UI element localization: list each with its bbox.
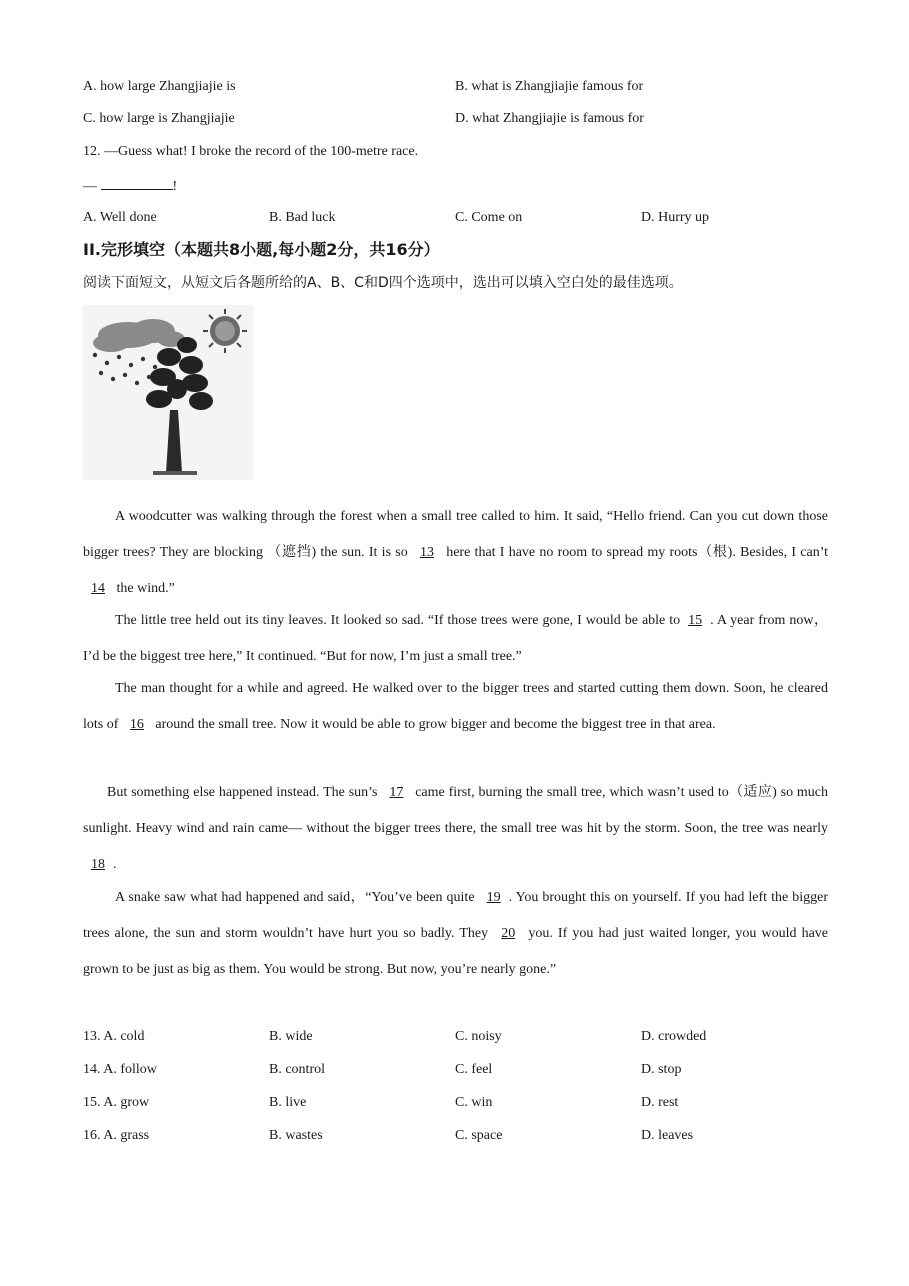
q14-option-c: C. feel — [455, 1062, 493, 1077]
passage-text: the wind.” — [116, 581, 175, 596]
passage-paragraph-4 — [83, 775, 828, 883]
section-instruction: 阅读下面短文，从短文后各题所给的A、B、C和D四个选项中，选出可以填入空白处的最佳选项。 — [83, 275, 683, 291]
q16-option-d: D. leaves — [641, 1128, 694, 1143]
passage-text: . You brought this on yourself. If you had left the bigger trees alone, the sun and storm wouldn’t have hurt you so badly. They — [83, 890, 828, 941]
q14-option-a: 14. A. follow — [83, 1062, 157, 1077]
passage-paragraph-5 — [83, 880, 828, 988]
q13-option-d: D. crowded — [641, 1029, 707, 1044]
q13-option-a: 13. A. cold — [83, 1029, 145, 1044]
blank-18: 18 — [91, 857, 105, 872]
blank-19: 19 — [486, 890, 501, 905]
q11-option-c: C. how large is Zhangjiajie — [83, 111, 235, 126]
q11-option-a: A. how large Zhangjiajie is — [83, 79, 236, 94]
passage-text: The little tree held out its tiny leaves. It looked so sad. “If those trees were gone, I would be able to — [115, 613, 681, 628]
passage-text: here that I have no room to spread my roots（根). Besides, I can’t — [446, 545, 829, 560]
q11-option-d: D. what Zhangjiajie is famous for — [455, 111, 644, 126]
q12-answer-blank — [101, 175, 173, 190]
blank-17: 17 — [389, 785, 404, 800]
q13-option-c: C. noisy — [455, 1029, 502, 1044]
passage-text: But something else happened instead. The sun’s — [107, 785, 378, 800]
q11-option-b: B. what is Zhangjiajie famous for — [455, 79, 644, 94]
q14-option-b: B. control — [269, 1062, 325, 1077]
passage-text: you. If you had just waited longer, you would have grown to be just as big as them. You would be strong. But now, you’re nearly gone.” — [83, 926, 828, 977]
blank-15: 15 — [688, 613, 703, 628]
passage-paragraph-2 — [83, 603, 828, 675]
passage-text: . — [113, 857, 117, 872]
passage-paragraph-3 — [83, 671, 828, 743]
q16-option-a: 16. A. grass — [83, 1128, 150, 1143]
blank-20: 20 — [501, 926, 516, 941]
q14-option-d: D. stop — [641, 1062, 682, 1077]
q15-option-b: B. live — [269, 1095, 307, 1110]
q13-option-b: B. wide — [269, 1029, 313, 1044]
passage-text: . A year from now，I’d be the biggest tree here,” It continued. “But for now, I’m just a small tree.” — [83, 613, 828, 664]
passage-text: A woodcutter was walking through the forest when a small tree called to him. It said, “Hello friend. Can you cut down those bigger trees? They are blocking （遮挡) the sun. It is so — [83, 509, 828, 560]
q12-option-a: A. Well done — [83, 210, 157, 225]
blank-16: 16 — [129, 717, 144, 732]
tree-illustration — [83, 305, 253, 480]
q16-option-c: C. space — [455, 1128, 503, 1143]
q12-reply-exclaim: ! — [172, 179, 178, 194]
blank-13: 13 — [419, 545, 434, 560]
q15-option-d: D. rest — [641, 1095, 679, 1110]
q15-option-c: C. win — [455, 1095, 493, 1110]
q12-option-b: B. Bad luck — [269, 210, 336, 225]
q12-reply-dash: — — [83, 179, 97, 194]
passage-text: came first, burning the small tree, which wasn’t used to（适应) so much sunlight. Heavy wind and rain came— without the bigger trees there, the small tree was hit by the storm. Soon, the tree was nearly — [83, 785, 829, 836]
section-title: II.完形填空（本题共8小题,每小题2分，共16分） — [83, 240, 440, 259]
passage-text: around the small tree. Now it would be able to grow bigger and become the biggest tree in that area. — [155, 717, 716, 732]
q12-option-d: D. Hurry up — [641, 210, 710, 225]
passage-text: A snake saw what had happened and said，“You’ve been quite — [115, 890, 475, 905]
q12-stem: 12. —Guess what! I broke the record of the 100-metre race. — [83, 144, 419, 159]
passage-paragraph-1 — [83, 499, 828, 607]
q12-reply — [83, 175, 177, 197]
q12-option-c: C. Come on — [455, 210, 523, 225]
passage-text: The man thought for a while and agreed. He walked over to the bigger trees and started cutting them down. Soon, he cleared lots of — [83, 681, 828, 732]
q15-option-a: 15. A. grow — [83, 1095, 150, 1110]
q16-option-b: B. wastes — [269, 1128, 323, 1143]
blank-14: 14 — [91, 581, 105, 596]
